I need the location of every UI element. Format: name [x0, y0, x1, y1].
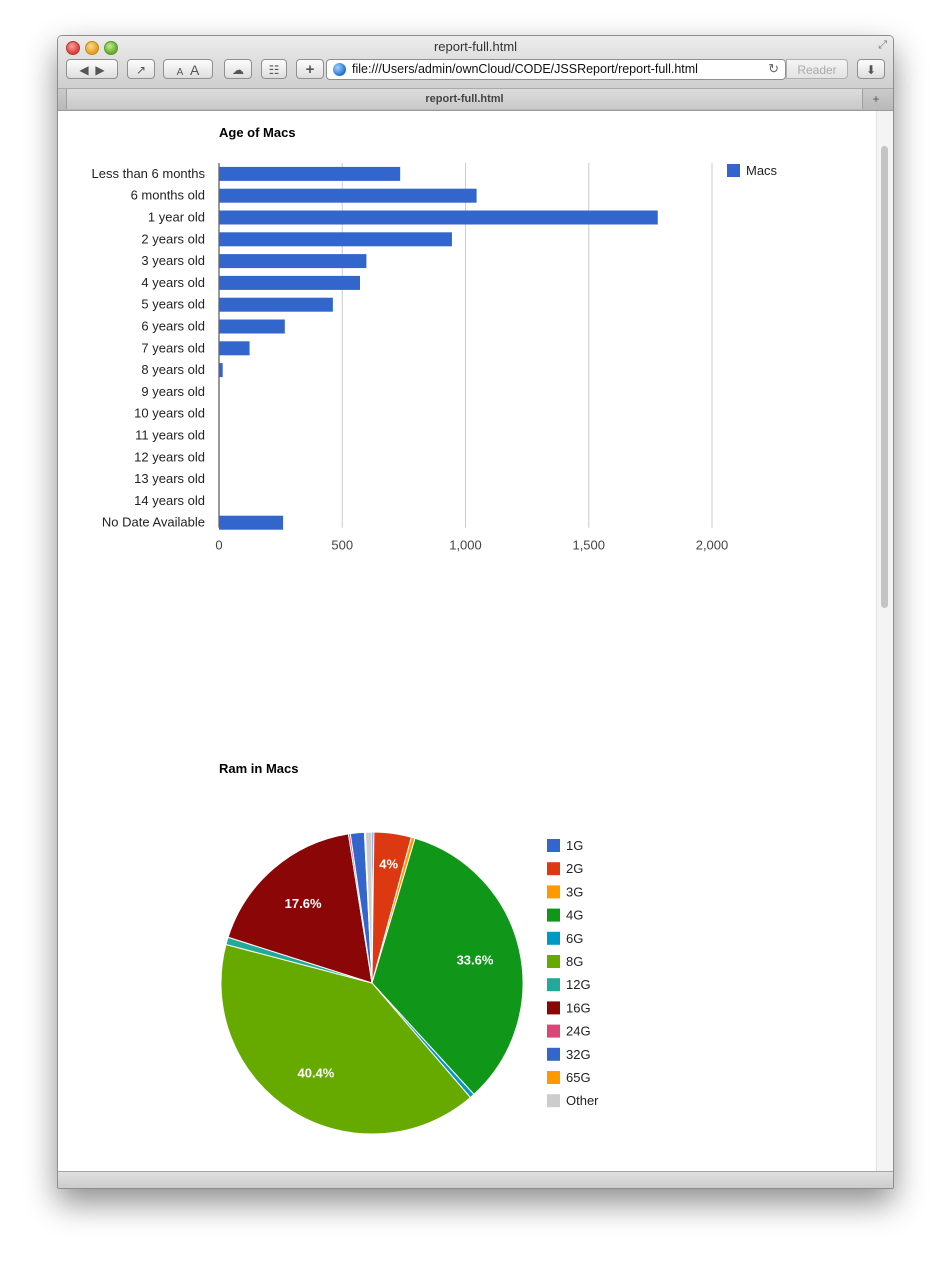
- category-label: 13 years old: [134, 471, 205, 487]
- legend-label: 65G: [566, 1070, 591, 1085]
- reader-button[interactable]: Reader: [786, 59, 848, 79]
- category-label: 6 years old: [141, 318, 205, 334]
- legend-label: 4G: [566, 907, 584, 923]
- bar: [219, 189, 477, 203]
- category-label: 14 years old: [134, 492, 205, 508]
- legend-swatch: [547, 909, 560, 922]
- sidebar-button[interactable]: [261, 59, 287, 79]
- category-label: 4 years old: [141, 274, 205, 290]
- legend-swatch: [547, 1071, 560, 1084]
- category-label: 2 years old: [141, 231, 205, 247]
- address-bar[interactable]: [326, 59, 786, 80]
- bar: [219, 254, 366, 268]
- category-label: 6 months old: [130, 187, 205, 203]
- category-label: 5 years old: [141, 296, 205, 312]
- legend-label: Macs: [746, 163, 778, 178]
- fullscreen-icon[interactable]: ⤢: [878, 39, 887, 51]
- ram-in-macs-chart: [58, 711, 877, 1171]
- slice-label: 33.6%: [456, 952, 494, 968]
- new-tab-icon[interactable]: +: [872, 92, 880, 106]
- bar: [219, 276, 360, 290]
- browser-window: [57, 35, 894, 1189]
- add-bookmark-button[interactable]: +: [296, 59, 324, 79]
- legend-swatch: [547, 1094, 560, 1107]
- category-label: 3 years old: [141, 253, 205, 269]
- category-label: 11 years old: [135, 427, 205, 443]
- legend-label: 8G: [566, 954, 584, 969]
- age-of-macs-chart: [58, 111, 877, 631]
- legend-swatch: [547, 932, 560, 945]
- forward-icon[interactable]: ▶: [95, 63, 105, 77]
- chart-title: Ram in Macs: [219, 761, 299, 776]
- bar: [219, 341, 250, 355]
- download-icon: ⬇: [865, 63, 877, 77]
- scrollbar-thumb[interactable]: [881, 146, 888, 608]
- downloads-button[interactable]: [857, 59, 885, 79]
- x-tick-label: 500: [331, 537, 354, 553]
- tab-bar: [58, 89, 893, 111]
- bar: [219, 298, 333, 312]
- font-larger-button[interactable]: A: [190, 62, 200, 78]
- legend-swatch: [547, 862, 560, 875]
- legend-swatch: [547, 839, 560, 852]
- legend-label: 6G: [566, 930, 584, 946]
- globe-icon: [333, 63, 346, 76]
- title-bar: [58, 36, 893, 89]
- x-tick-label: 2,000: [695, 537, 729, 553]
- vertical-scrollbar[interactable]: [876, 111, 893, 1171]
- bar: [219, 211, 658, 225]
- legend-swatch: [547, 1025, 560, 1038]
- x-tick-label: 1,500: [572, 537, 606, 553]
- x-tick-label: 1,000: [449, 537, 482, 553]
- reading-list-icon: ☷: [268, 63, 280, 77]
- category-label: No Date Available: [101, 514, 205, 530]
- legend-label: 12G: [566, 977, 591, 993]
- status-bar: [58, 1171, 893, 1189]
- bar: [219, 167, 400, 181]
- slice-label: 40.4%: [297, 1065, 335, 1081]
- tab-report-full[interactable]: report-full.html: [66, 89, 863, 109]
- reload-icon[interactable]: ↻: [768, 61, 779, 76]
- back-forward-buttons[interactable]: [66, 59, 118, 79]
- icloud-button[interactable]: [224, 59, 252, 79]
- legend-swatch: [547, 1001, 560, 1014]
- font-smaller-button[interactable]: A: [176, 67, 184, 78]
- bar: [219, 363, 223, 377]
- back-icon[interactable]: ◀: [79, 63, 89, 77]
- legend-swatch: [547, 978, 560, 991]
- legend-swatch: [727, 164, 740, 177]
- category-label: 10 years old: [134, 405, 205, 421]
- category-label: 1 year old: [147, 209, 205, 225]
- legend-label: 16G: [566, 1000, 591, 1016]
- legend-label: 2G: [566, 861, 584, 877]
- bar: [219, 232, 452, 246]
- category-label: 7 years old: [141, 340, 205, 356]
- cloud-icon: ☁: [232, 63, 244, 77]
- legend-swatch: [547, 955, 560, 968]
- slice-label: 4%: [379, 856, 399, 872]
- legend-swatch: [547, 1048, 560, 1061]
- category-label: 12 years old: [134, 449, 205, 465]
- bar: [219, 516, 283, 530]
- chart-title: Age of Macs: [219, 125, 296, 140]
- bar: [219, 320, 285, 334]
- legend-label: 24G: [566, 1023, 591, 1039]
- legend-label: 1G: [566, 838, 584, 853]
- url-text[interactable]: file:///Users/admin/ownCloud/CODE/JSSReport/report-full.html: [352, 62, 698, 76]
- category-label: Less than 6 months: [91, 165, 205, 181]
- category-label: 9 years old: [141, 383, 205, 399]
- legend-label: Other: [566, 1093, 599, 1109]
- page-content: [58, 111, 893, 1171]
- share-icon: ↗: [135, 63, 147, 77]
- x-tick-label: 0: [215, 537, 223, 553]
- font-size-buttons[interactable]: [163, 59, 213, 79]
- legend-label: 32G: [566, 1046, 591, 1062]
- window-title: report-full.html: [433, 39, 518, 54]
- share-button[interactable]: [127, 59, 155, 79]
- slice-label: 17.6%: [284, 895, 322, 911]
- category-label: 8 years old: [141, 362, 205, 378]
- legend-label: 3G: [566, 884, 584, 900]
- legend-swatch: [547, 885, 560, 898]
